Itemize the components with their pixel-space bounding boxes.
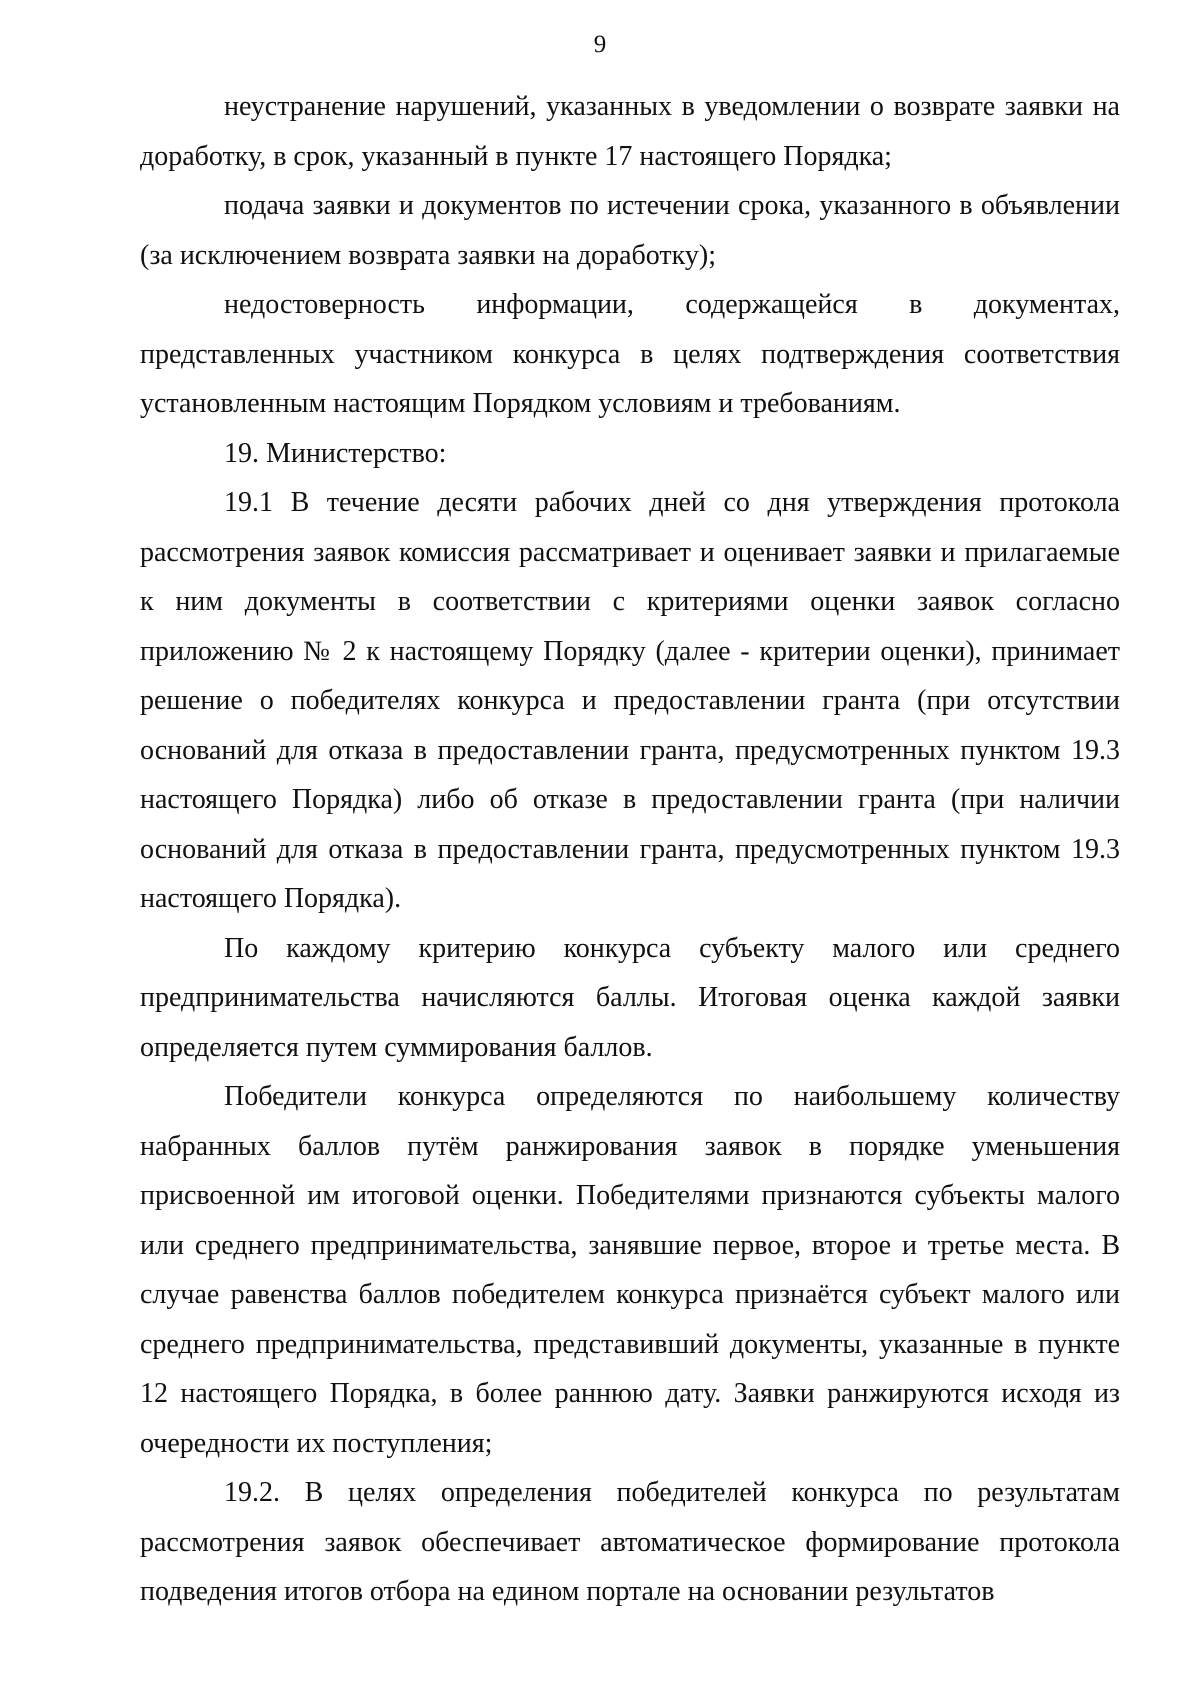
paragraph-winners: Победители конкурса определяются по наибольшему количеству набранных баллов путём ранжирования заявок в порядке уменьшения присвоенной им итоговой оценки. Победителями признаются субъекты малого или среднего предпринимательства, занявшие первое, второе и третье места. В случае равенства баллов победителем конкурса признаётся субъект малого или среднего предпринимательства, представивший документы, указанные в пункте 12 настоящего Порядка, в более раннюю дату. Заявки ранжируются исходя из очередности их поступления; (140, 1081, 1120, 1459)
paragraph-scoring: По каждому критерию конкурса субъекту малого или среднего предпринимательства начисляются баллы. Итоговая оценка каждой заявки определяется путем суммирования баллов. (140, 932, 1120, 1063)
paragraph-violations-not-fixed: неустранение нарушений, указанных в уведомлении о возврате заявки на доработку, в срок, указанный в пункте 17 настоящего Порядка; (140, 91, 1120, 172)
paragraph-unreliable-information: недостоверность информации, содержащейся в документах, представленных участником конкурса в целях подтверждения соответствия установленным настоящим Порядком условиям и требованиям. (140, 289, 1120, 419)
page-number: 9 (593, 31, 607, 58)
paragraph-19-1: 19.1 В течение десяти рабочих дней со дня утверждения протокола рассмотрения заявок комиссия рассматривает и оценивает заявки и прилагаемые к ним документы в соответствии с критериями оценки заявок согласно приложению № 2 к настоящему Порядку (далее - критерии оценки), принимает решение о победителях конкурса и предоставлении гранта (при отсутствии оснований для отказа в предоставлении гранта, предусмотренных пунктом 19.3 настоящего Порядка) либо об отказе в предоставлении гранта (при наличии оснований для отказа в предоставлении гранта, предусмотренных пунктом 19.3 настоящего Порядка). (140, 487, 1120, 914)
paragraph-19-2: 19.2. В целях определения победителей конкурса по результатам рассмотрения заявок обеспечивает автоматическое формирование протокола подведения итогов отбора на едином портале на основании результатов (140, 1477, 1120, 1607)
paragraph-late-submission: подача заявки и документов по истечении срока, указанного в объявлении (за исключением возврата заявки на доработку); (140, 190, 1120, 271)
paragraph-ministry-heading: 19. Министерство: (224, 437, 447, 469)
document-body (140, 82, 1120, 1617)
